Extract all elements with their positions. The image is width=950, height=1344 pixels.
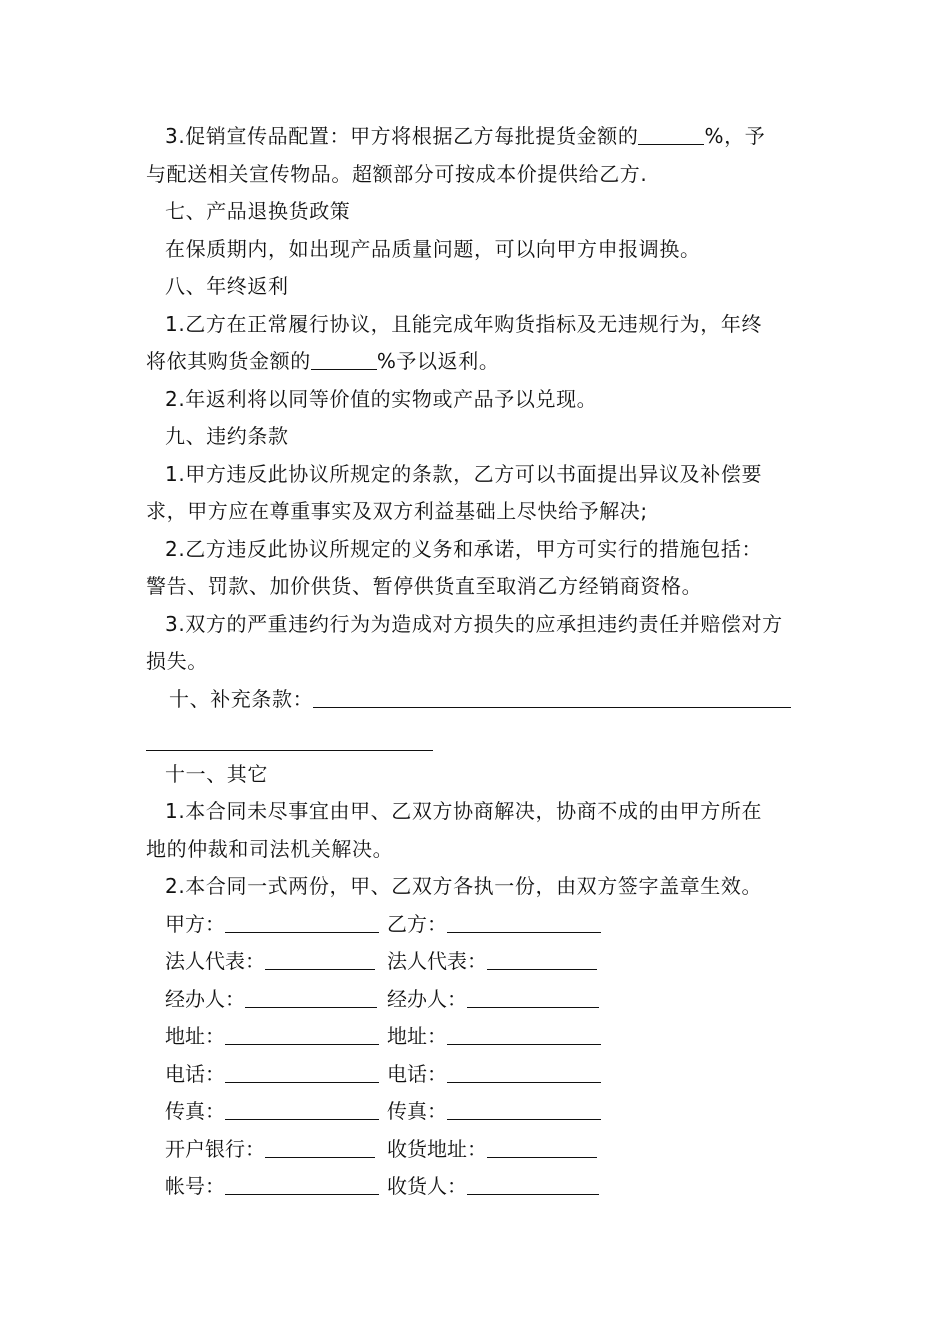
text: 十、补充条款： <box>169 686 314 711</box>
right-field <box>387 906 601 944</box>
blank-field <box>225 1099 379 1120</box>
blank-field <box>311 349 377 370</box>
blank-field <box>146 730 433 751</box>
right-field <box>387 943 597 981</box>
label: 传真： <box>387 1099 447 1123</box>
text: %予以返利。 <box>376 349 500 373</box>
label: 收货地址： <box>387 1136 487 1161</box>
blank-field <box>313 687 791 708</box>
blank-field <box>487 1137 597 1158</box>
paragraph <box>146 343 808 381</box>
label: 传真： <box>165 1099 225 1123</box>
signature-row <box>146 943 808 981</box>
paragraph: 3.双方的严重违约行为为造成对方损失的应承担违约责任并赔偿对方 <box>165 611 783 636</box>
paragraph: 1.乙方在正常履行协议，且能完成年购货指标及无违规行为，年终 <box>165 311 763 336</box>
paragraph: 2.年返利将以同等价值的实物或产品予以兑现。 <box>165 386 598 411</box>
blank-field <box>225 912 379 933</box>
signature-row <box>146 1018 808 1056</box>
label: 经办人： <box>165 986 245 1011</box>
left-field <box>165 1018 379 1056</box>
paragraph: 2.本合同一式两份，甲、乙双方各执一份，由双方签字盖章生效。 <box>165 874 763 898</box>
left-field <box>165 981 377 1019</box>
right-field <box>387 981 599 1019</box>
label: 经办人： <box>387 986 467 1011</box>
label: 电话： <box>165 1061 225 1086</box>
paragraph: 1.甲方违反此协议所规定的条款，乙方可以书面提出异议及补偿要 <box>165 461 763 486</box>
left-field <box>165 1168 379 1206</box>
text: 将依其购货金额的 <box>146 349 311 373</box>
left-field <box>165 1093 379 1131</box>
label: 乙方： <box>387 911 447 936</box>
paragraph: 2.乙方违反此协议所规定的义务和承诺，甲方可实行的措施包括： <box>165 536 763 561</box>
signature-row <box>146 906 808 944</box>
right-field <box>387 1056 601 1094</box>
blank-field <box>487 949 597 970</box>
paragraph: 1.本合同未尽事宜由甲、乙双方协商解决，协商不成的由甲方所在 <box>165 799 763 823</box>
label: 地址： <box>165 1024 225 1048</box>
paragraph: 警告、罚款、加价供货、暂停供货直至取消乙方经销商资格。 <box>146 574 703 598</box>
paragraph: 损失。 <box>146 649 208 673</box>
signature-row <box>146 1056 808 1094</box>
blank-field <box>467 1174 599 1195</box>
signature-row <box>146 1168 808 1206</box>
section-heading: 八、年终返利 <box>165 274 289 298</box>
section-heading: 九、违约条款 <box>165 424 289 448</box>
paragraph: 在保质期内，如出现产品质量问题，可以向甲方申报调换。 <box>165 236 701 261</box>
blank-line <box>146 718 808 756</box>
left-field <box>165 1056 379 1094</box>
text: 3.促销宣传品配置：甲方将根据乙方每批提货金额的 <box>165 124 639 148</box>
blank-field <box>447 912 601 933</box>
blank-field <box>447 1024 601 1045</box>
blank-field <box>265 1137 375 1158</box>
label: 电话： <box>387 1061 447 1086</box>
label: 开户银行： <box>165 1136 265 1161</box>
blank-field <box>225 1024 379 1045</box>
paragraph: 与配送相关宣传物品。超额部分可按成本价提供给乙方. <box>146 161 648 186</box>
blank-field <box>467 987 599 1008</box>
right-field <box>387 1018 601 1056</box>
right-field <box>387 1131 597 1169</box>
paragraph: 地的仲裁和司法机关解决。 <box>146 836 394 861</box>
paragraph: 求，甲方应在尊重事实及双方利益基础上尽快给予解决; <box>146 499 648 523</box>
section-heading: 七、产品退换货政策 <box>165 199 351 223</box>
section-heading: 十一、其它 <box>165 761 268 786</box>
label: 法人代表： <box>165 949 265 973</box>
left-field <box>165 943 375 981</box>
section-heading <box>146 681 808 719</box>
blank-field <box>447 1099 601 1120</box>
label: 地址： <box>387 1024 447 1048</box>
blank-field <box>225 1062 379 1083</box>
label: 帐号： <box>165 1174 225 1198</box>
signature-row <box>146 1131 808 1169</box>
label: 法人代表： <box>387 949 487 973</box>
left-field <box>165 1131 375 1169</box>
label: 收货人： <box>387 1174 467 1198</box>
document-page <box>146 118 808 1206</box>
right-field <box>387 1168 599 1206</box>
blank-field <box>638 124 704 145</box>
blank-field <box>245 987 377 1008</box>
blank-field <box>225 1174 379 1195</box>
blank-field <box>447 1062 601 1083</box>
right-field <box>387 1093 601 1131</box>
text: %，予 <box>704 124 766 148</box>
blank-field <box>265 949 375 970</box>
signature-row <box>146 981 808 1019</box>
paragraph <box>146 118 808 156</box>
label: 甲方： <box>165 911 225 936</box>
left-field <box>165 906 379 944</box>
signature-row <box>146 1093 808 1131</box>
